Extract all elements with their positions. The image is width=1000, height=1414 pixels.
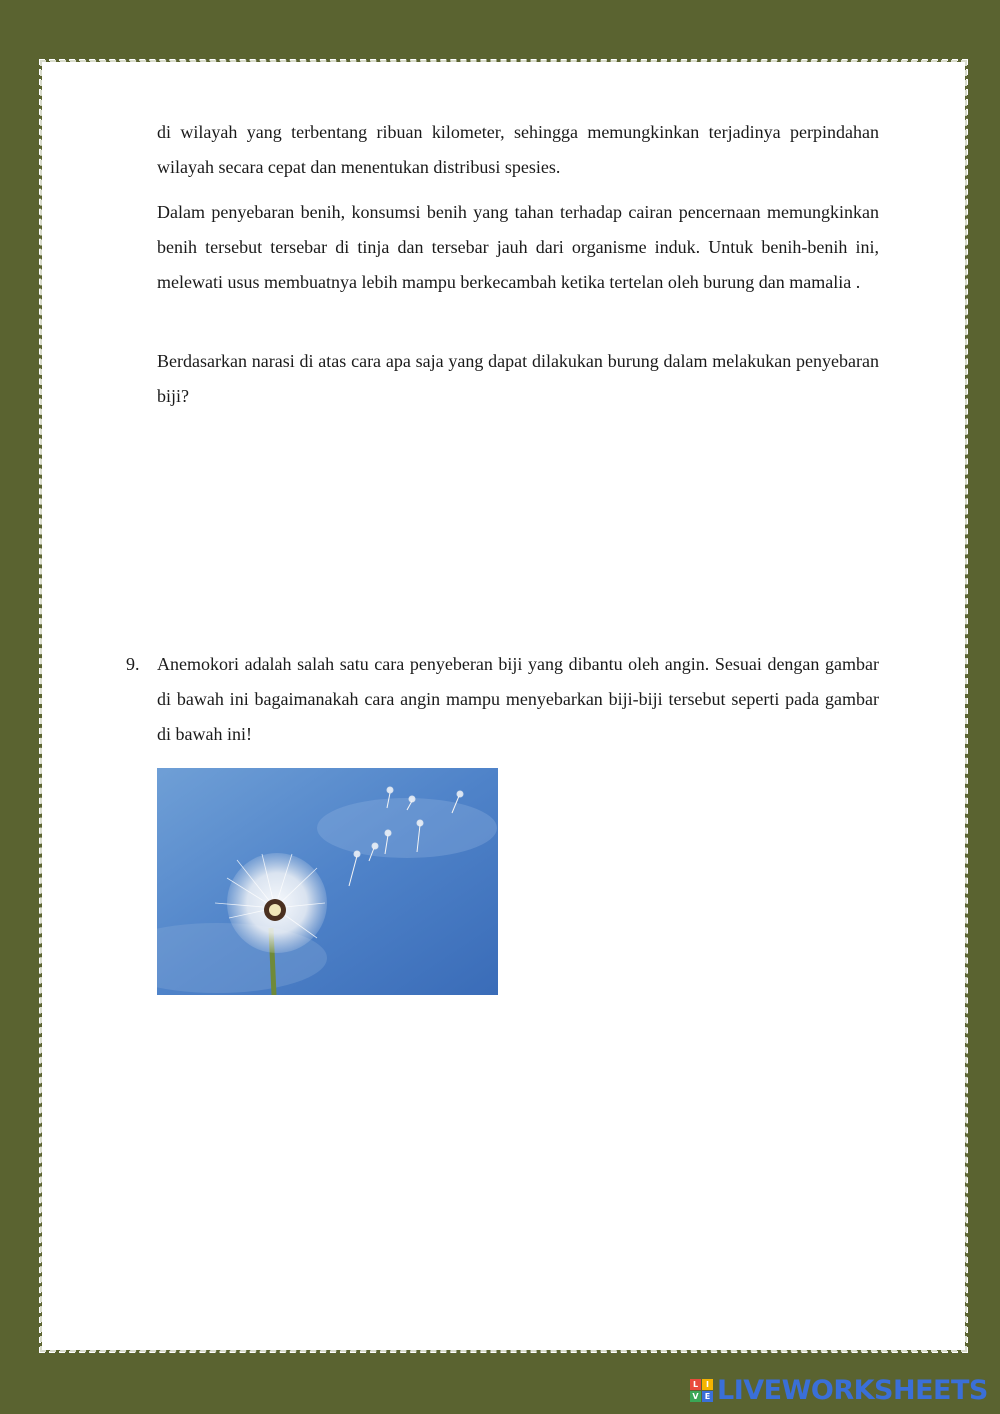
paragraph-continuation: di wilayah yang terbentang ribuan kilometer, sehingga memungkinkan terjadinya perpindahan wilayah secara cepat dan menentukan distribusi spesies. [157,122,879,177]
logo-letter-i: I [702,1379,713,1390]
logo-letter-l: L [690,1379,701,1390]
brand-name: LIVEWORKSHEETS [717,1374,988,1406]
liveworksheets-logo[interactable] [690,1374,988,1406]
question-9-number: 9. [126,654,140,674]
logo-letter-v: V [690,1391,701,1402]
question-9-text: Anemokori adalah salah satu cara penyeberan biji yang dibantu oleh angin. Sesuai dengan gambar di bawah ini bagaimanakah cara angin mampu menyebarkan biji-biji tersebut seperti pada gambar di bawah ini! [157,654,879,744]
question-8-text: Berdasarkan narasi di atas cara apa saja yang dapat dilakukan burung dalam melakukan penyebaran biji? [157,351,879,406]
logo-letter-e: E [702,1391,713,1402]
logo-grid-icon [690,1379,713,1402]
answer-area-question-8[interactable] [157,420,879,630]
paragraph-seed-dispersal: Dalam penyebaran benih, konsumsi benih yang tahan terhadap cairan pencernaan memungkinkan benih tersebut tersebar di tinja dan tersebar jauh dari organisme induk. Untuk benih-benih ini, melewati usus membuatnya lebih mampu berkecambah ketika tertelan oleh burung dan mamalia . [157,202,879,292]
dandelion-photo [157,768,498,995]
